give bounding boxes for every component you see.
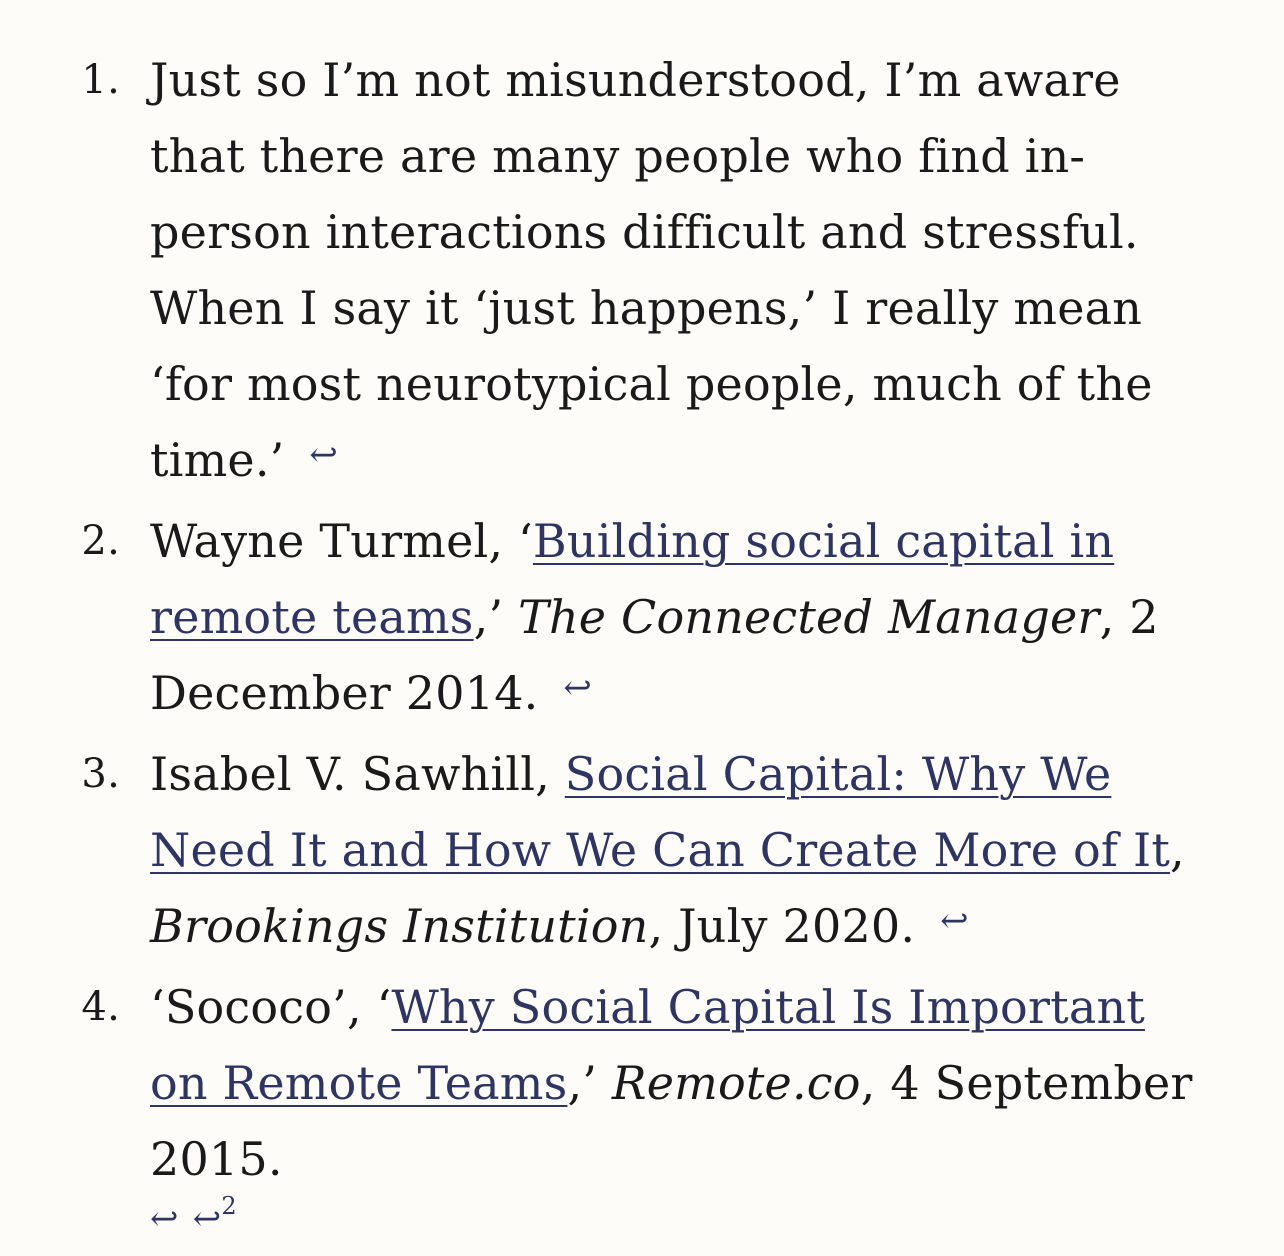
- footnote-date: , 4 September 2015.: [150, 1056, 1193, 1186]
- footnote-text: Just so I’m not misunderstood, I’m aware that there are many people who find in-person interactions difficult and stressful. When I say it ‘just happens,’ I really mean ‘for most neurotypical people, much of the time.’: [150, 53, 1153, 487]
- footnote-punctuation: ,’: [567, 1056, 612, 1110]
- footnote-number: 2.: [81, 518, 120, 564]
- footnote-backref-2-icon[interactable]: [192, 1192, 237, 1240]
- footnote-author: Isabel V. Sawhill,: [150, 747, 565, 801]
- footnote-1: [0, 42, 1210, 503]
- footnote-number: 4.: [81, 984, 120, 1030]
- backref-index: 2: [221, 1192, 237, 1220]
- footnotes-section: [0, 42, 1284, 1256]
- footnote-date: , July 2020.: [648, 899, 916, 953]
- footnote-2: [0, 503, 1210, 736]
- footnote-number: 1.: [81, 57, 120, 103]
- footnote-3: [0, 736, 1210, 969]
- footnote-publication: Brookings Institution: [150, 899, 649, 953]
- footnote-punctuation: ,: [1170, 823, 1185, 877]
- footnote-backref-icon[interactable]: ↩: [940, 901, 969, 941]
- footnote-author: Wayne Turmel, ‘: [150, 514, 533, 568]
- footnote-punctuation: ,’: [473, 590, 519, 644]
- backref-arrow: ↩: [192, 1199, 222, 1240]
- footnote-author: ‘Sococo’, ‘: [150, 980, 392, 1034]
- footnote-publication: The Connected Manager: [518, 590, 1100, 644]
- footnote-4: [0, 969, 1210, 1256]
- footnote-link[interactable]: Building social capital in remote teams: [150, 514, 1115, 644]
- footnote-link[interactable]: Why Social Capital Is Important on Remote Teams: [150, 980, 1145, 1110]
- footnote-date: , 2 December 2014.: [150, 590, 1159, 720]
- footnote-backref-row: [150, 1192, 1210, 1256]
- footnote-list: [0, 42, 1284, 1256]
- footnote-publication: Remote.co: [611, 1056, 861, 1110]
- footnote-backref-icon[interactable]: ↩: [309, 435, 339, 475]
- footnote-link[interactable]: Social Capital: Why We Need It and How We Can Create More of It: [150, 747, 1170, 877]
- footnote-number: 3.: [81, 751, 120, 797]
- footnote-backref-icon[interactable]: ↩: [563, 668, 593, 708]
- footnote-backref-icon[interactable]: ↩: [150, 1199, 179, 1240]
